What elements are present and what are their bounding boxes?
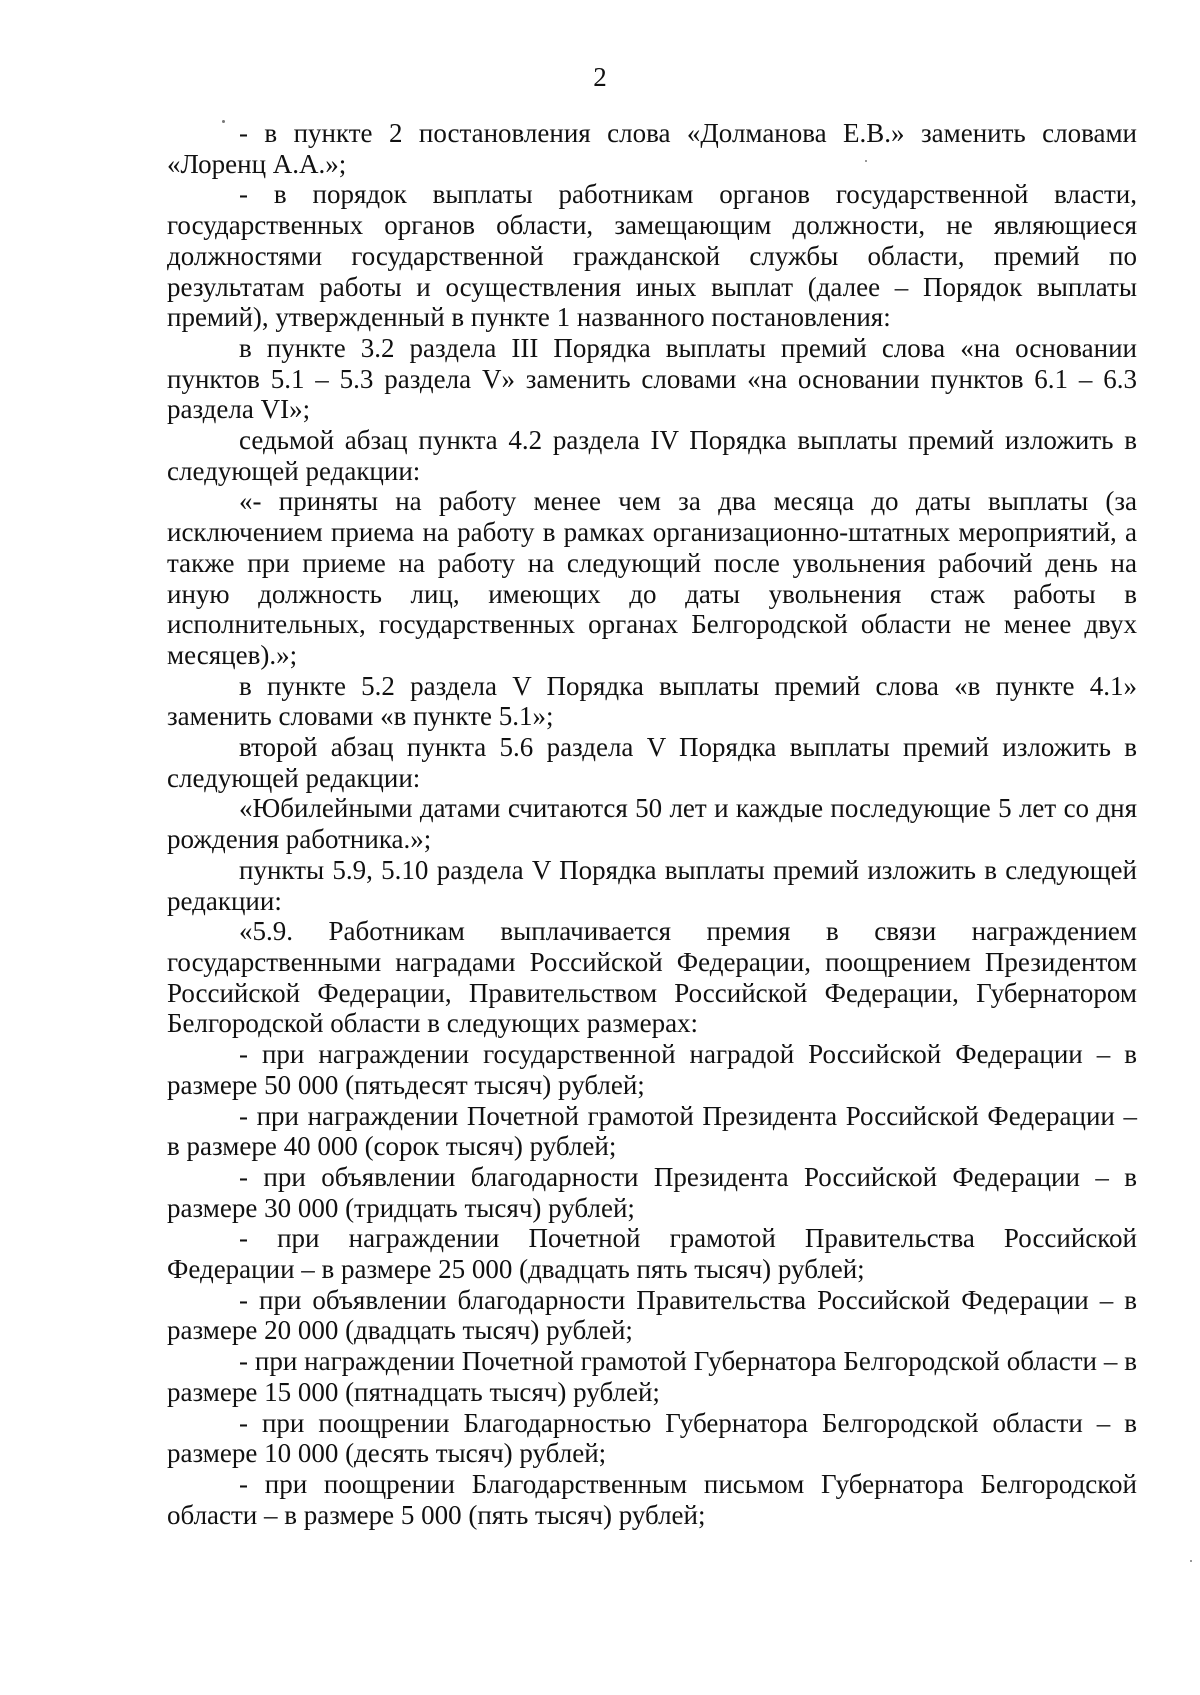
paragraph: - в порядок выплаты работникам органов государственной власти, государственных органов области, замещающим должности, не являющиеся должностями государственной гражданской службы области, премий по результатам работы и осуществления иных выплат (далее – Порядок выплаты премий), утвержденный в пункте 1 названного постановления:: [167, 179, 1137, 333]
paragraph: - при награждении Почетной грамотой Правительства Российской Федерации – в размере 25 000 (двадцать пять тысяч) рублей;: [167, 1223, 1137, 1285]
paragraph: «Юбилейными датами считаются 50 лет и каждые последующие 5 лет со дня рождения работника.»;: [167, 793, 1137, 855]
scan-speck: [1190, 1560, 1192, 1562]
paragraph: - при награждении Почетной грамотой Губернатора Белгородской области – в размере 15 000 (пятнадцать тысяч) рублей;: [167, 1346, 1137, 1407]
paragraph: в пункте 3.2 раздела III Порядка выплаты премий слова «на основании пунктов 5.1 – 5.3 раздела V» заменить словами «на основании пунктов 6.1 – 6.3 раздела VI»;: [167, 332, 1137, 425]
paragraph: - при поощрении Благодарностью Губернатора Белгородской области – в размере 10 000 (десять тысяч) рублей;: [167, 1407, 1137, 1469]
document-body: [167, 118, 1137, 1530]
paragraph: второй абзац пункта 5.6 раздела V Порядка выплаты премий изложить в следующей редакции:: [167, 732, 1137, 793]
page-number: 2: [593, 62, 607, 92]
paragraph: седьмой абзац пункта 4.2 раздела IV Порядка выплаты премий изложить в следующей редакции:: [167, 425, 1137, 486]
scan-speck: [222, 120, 225, 123]
paragraph: - при награждении Почетной грамотой Президента Российской Федерации – в размере 40 000 (сорок тысяч) рублей;: [167, 1100, 1137, 1162]
paragraph: пункты 5.9, 5.10 раздела V Порядка выплаты премий изложить в следующей редакции:: [167, 854, 1137, 916]
paragraph: «- приняты на работу менее чем за два месяца до даты выплаты (за исключением приема на работу в рамках организационно-штатных мероприятий, а также при приеме на работу на следующий после увольнения рабочий день на иную должность лиц, имеющих до даты увольнения стаж работы в исполнительных, государственных органах Белгородской области не менее двух месяцев).»;: [167, 486, 1137, 670]
scan-speck: [865, 160, 867, 162]
paragraph: - при объявлении благодарности Правительства Российской Федерации – в размере 20 000 (двадцать тысяч) рублей;: [167, 1284, 1137, 1346]
paragraph: «5.9. Работникам выплачивается премия в связи награждением государственными наградами Российской Федерации, поощрением Президентом Российской Федерации, Правительством Российской Федерации, Губернатором Белгородской области в следующих размерах:: [167, 916, 1137, 1039]
paragraph: - при поощрении Благодарственным письмом Губернатора Белгородской области – в размере 5 000 (пять тысяч) рублей;: [167, 1468, 1137, 1530]
paragraph: - при объявлении благодарности Президента Российской Федерации – в размере 30 000 (тридцать тысяч) рублей;: [167, 1161, 1137, 1223]
paragraph: - в пункте 2 постановления слова «Долманова Е.В.» заменить словами «Лоренц А.А.»;: [167, 118, 1137, 179]
paragraph: - при награждении государственной наградой Российской Федерации – в размере 50 000 (пятьдесят тысяч) рублей;: [167, 1039, 1137, 1100]
paragraph: в пункте 5.2 раздела V Порядка выплаты премий слова «в пункте 4.1» заменить словами «в пункте 5.1»;: [167, 670, 1137, 732]
